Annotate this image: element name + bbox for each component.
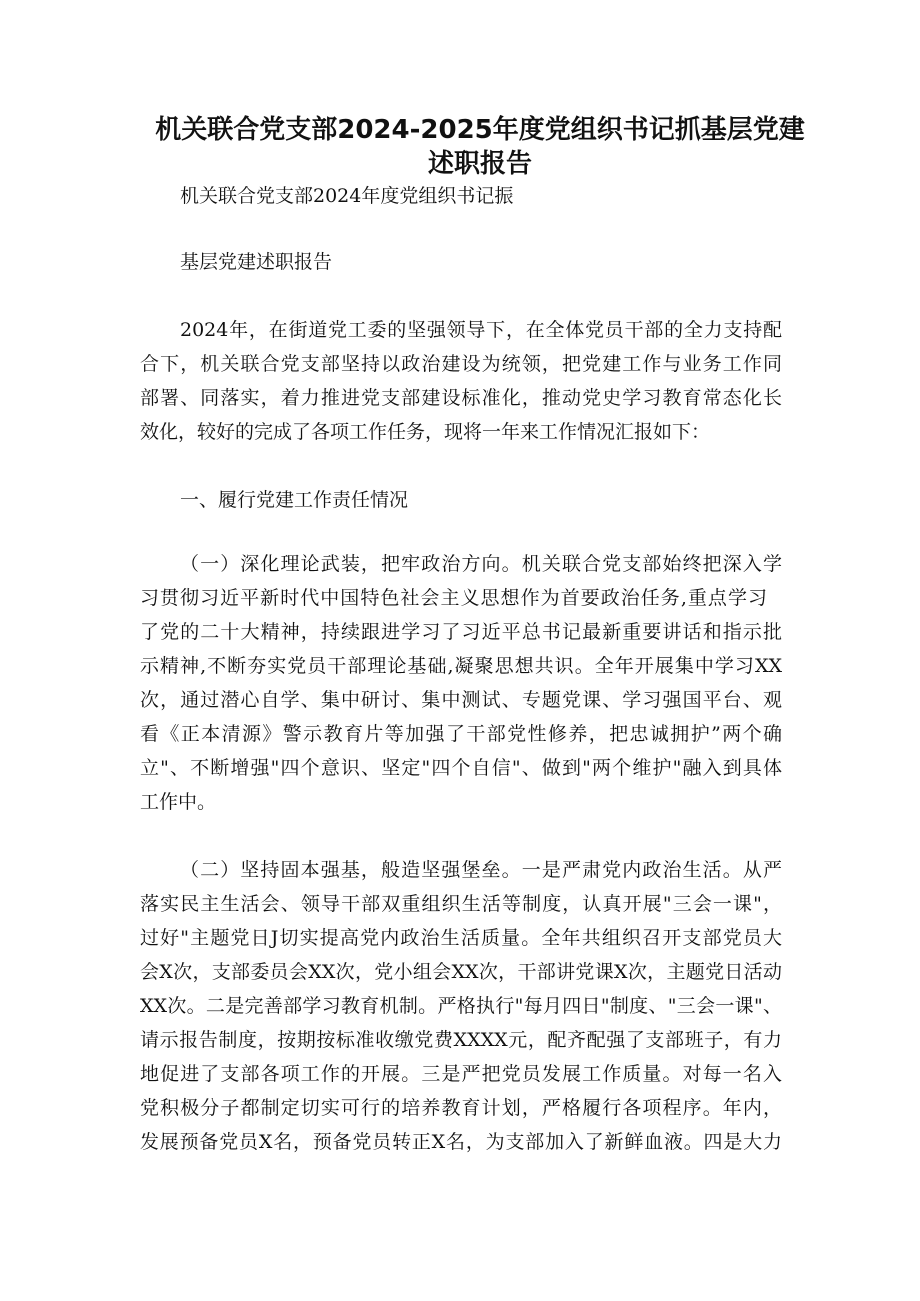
paragraph-line: （二）坚持固本强基，般造坚强堡垒。一是严肃党内政治生活。从严	[180, 859, 782, 881]
paragraph-line: 习贯彻习近平新时代中国特色社会主义思想作为首要政治任务,重点学习	[140, 587, 767, 609]
report-title-line-1: 机关联合党支部2024-2025年度党组织书记抓基层党建	[155, 115, 805, 145]
section-heading: 一、履行党建工作责任情况	[180, 489, 409, 511]
subtitle-line-2: 基层党建述职报告	[180, 251, 333, 273]
intro-line: 部署、同落实，着力推进党支部建设标准化，推动党史学习教育常态化长	[140, 387, 782, 409]
subtitle-line-1: 机关联合党支部2024年度党组织书记振	[180, 185, 514, 207]
paragraph-line: 发展预备党员X名，预备党员转正X名，为支部加入了新鲜血液。四是大力	[140, 1131, 782, 1153]
paragraph-line: 落实民主生活会、领导干部双重组织生活等制度，认真开展"三会一课"，	[140, 893, 782, 915]
report-title-line-2: 述职报告	[427, 149, 532, 179]
intro-line: 合下，机关联合党支部坚持以政治建设为统领，把党建工作与业务工作同	[140, 353, 782, 375]
paragraph-line: 次，通过潜心自学、集中研讨、集中测试、专题党课、学习强国平台、观	[140, 689, 782, 711]
paragraph-line: 请示报告制度，按期按标准收缴党费XXXX元，配齐配强了支部班子，有力	[140, 1029, 782, 1051]
paragraph-line: 了党的二十大精神，持续跟进学习了习近平总书记最新重要讲话和指示批	[140, 621, 782, 643]
paragraph-line: 看《正本清源》警示教育片等加强了干部党性修养，把忠诚拥护”两个确	[140, 723, 782, 745]
paragraph-line: XX次。二是完善部学习教育机制。严格执行"每月四日"制度、"三会一课"、	[140, 995, 782, 1017]
intro-line: 效化，较好的完成了各项工作任务，现将一年来工作情况汇报如下：	[140, 421, 711, 443]
paragraph-line: 会X次，支部委员会XX次，党小组会XX次，干部讲党课X次，主题党日活动	[140, 961, 782, 983]
paragraph-line: 党积极分子都制定切实可行的培养教育计划，严格履行各项程序。年内，	[140, 1097, 782, 1119]
intro-line: 2024年，在街道党工委的坚强领导下，在全体党员干部的全力支持配	[180, 319, 782, 341]
paragraph-line: 立"、不断增强"四个意识、坚定"四个自信"、做到"两个维护"融入到具体	[140, 757, 782, 779]
paragraph-line: 地促进了支部各项工作的开展。三是严把党员发展工作质量。对每一名入	[140, 1063, 782, 1085]
paragraph-line: （一）深化理论武装，把牢政治方向。机关联合党支部始终把深入学	[180, 553, 782, 575]
paragraph-line: 过好"主题党日J切实提高党内政治生活质量。全年共组织召开支部党员大	[140, 927, 782, 949]
paragraph-line: 工作中。	[140, 791, 217, 813]
paragraph-line: 示精神,不断夯实党员干部理论基础,凝聚思想共识。全年开展集中学习XX	[140, 655, 782, 677]
